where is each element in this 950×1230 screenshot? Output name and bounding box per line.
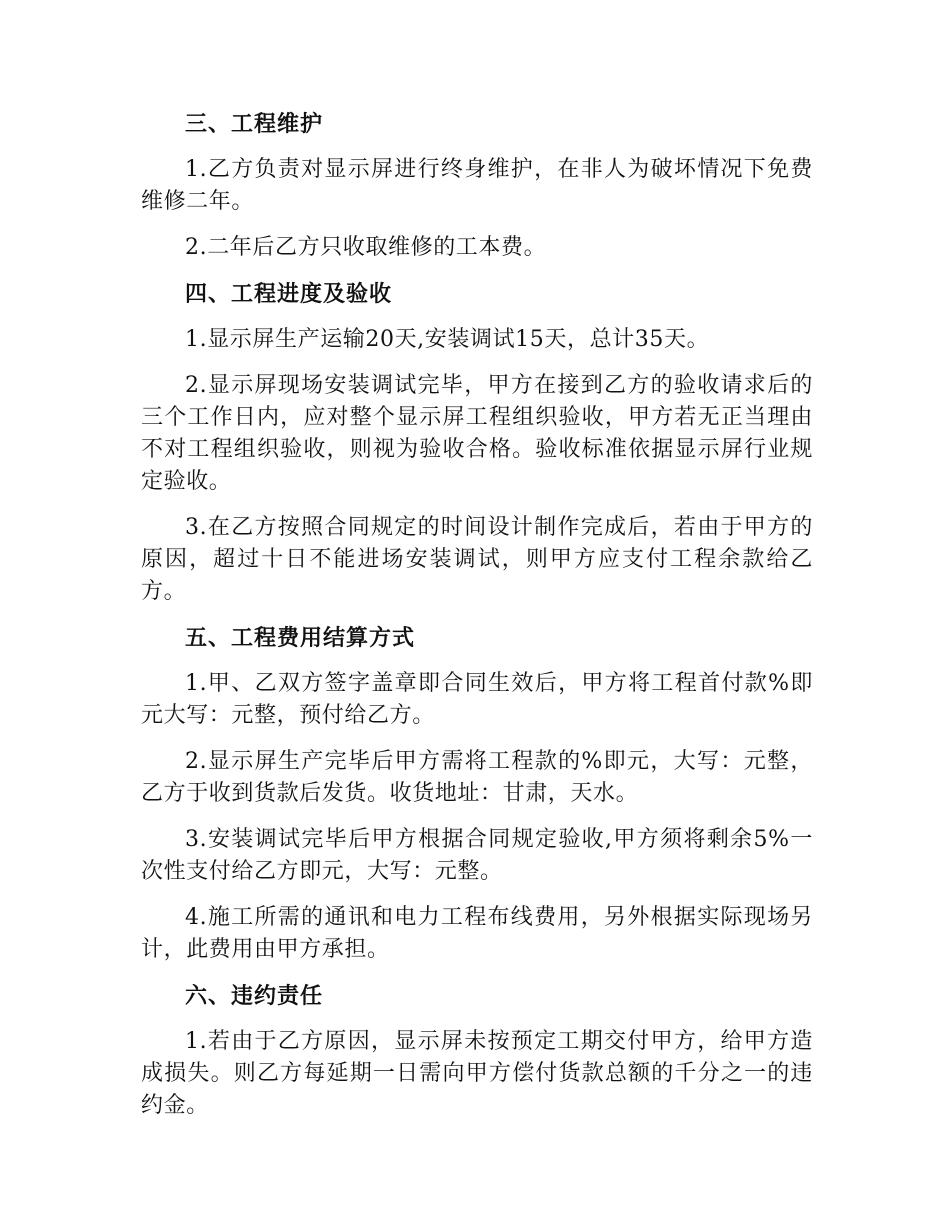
paragraph: 4.施工所需的通讯和电力工程布线费用，另外根据实际现场另计，此费用由甲方承担。 — [141, 905, 813, 962]
section-heading: 五、工程费用结算方式 — [185, 625, 416, 651]
section-heading: 六、违约责任 — [185, 983, 324, 1009]
paragraph: 3.安装调试完毕后甲方根据合同规定验收,甲方须将剩余5%一次性支付给乙方即元，大写：元整。 — [141, 827, 813, 884]
paragraph: 1.乙方负责对显示屏进行终身维护，在非人为破坏情况下免费维修二年。 — [141, 157, 813, 214]
section-maintenance — [141, 108, 813, 264]
paragraph: 1.甲、乙双方签字盖章即合同生效后，甲方将工程首付款%即元大写：元整，预付给乙方。 — [141, 671, 813, 728]
document-page — [141, 108, 813, 1136]
paragraph: 3.在乙方按照合同规定的时间设计制作完成后，若由于甲方的原因，超过十日不能进场安装调试，则甲方应支付工程余款给乙方。 — [141, 515, 813, 604]
paragraph: 2.显示屏现场安装调试完毕，甲方在接到乙方的验收请求后的三个工作日内，应对整个显示屏工程组织验收，甲方若无正当理由不对工程组织验收，则视为验收合格。验收标准依据显示屏行业规定验收。 — [141, 373, 813, 494]
paragraph: 1.若由于乙方原因，显示屏未按预定工期交付甲方，给甲方造成损失。则乙方每延期一日需向甲方偿付货款总额的千分之一的违约金。 — [141, 1029, 813, 1118]
section-heading: 四、工程进度及验收 — [185, 281, 393, 307]
section-breach-liability — [141, 980, 813, 1122]
paragraph: 1.显示屏生产运输20天,安装调试15天，总计35天。 — [185, 327, 710, 352]
paragraph: 2.显示屏生产完毕后甲方需将工程款的%即元，大写：元整，乙方于收到货款后发货。收货地址：甘肃，天水。 — [141, 749, 813, 806]
section-progress-acceptance — [141, 278, 813, 608]
section-heading: 三、工程维护 — [185, 111, 324, 137]
paragraph: 2.二年后乙方只收取维修的工本费。 — [185, 235, 547, 260]
section-payment-settlement — [141, 622, 813, 966]
